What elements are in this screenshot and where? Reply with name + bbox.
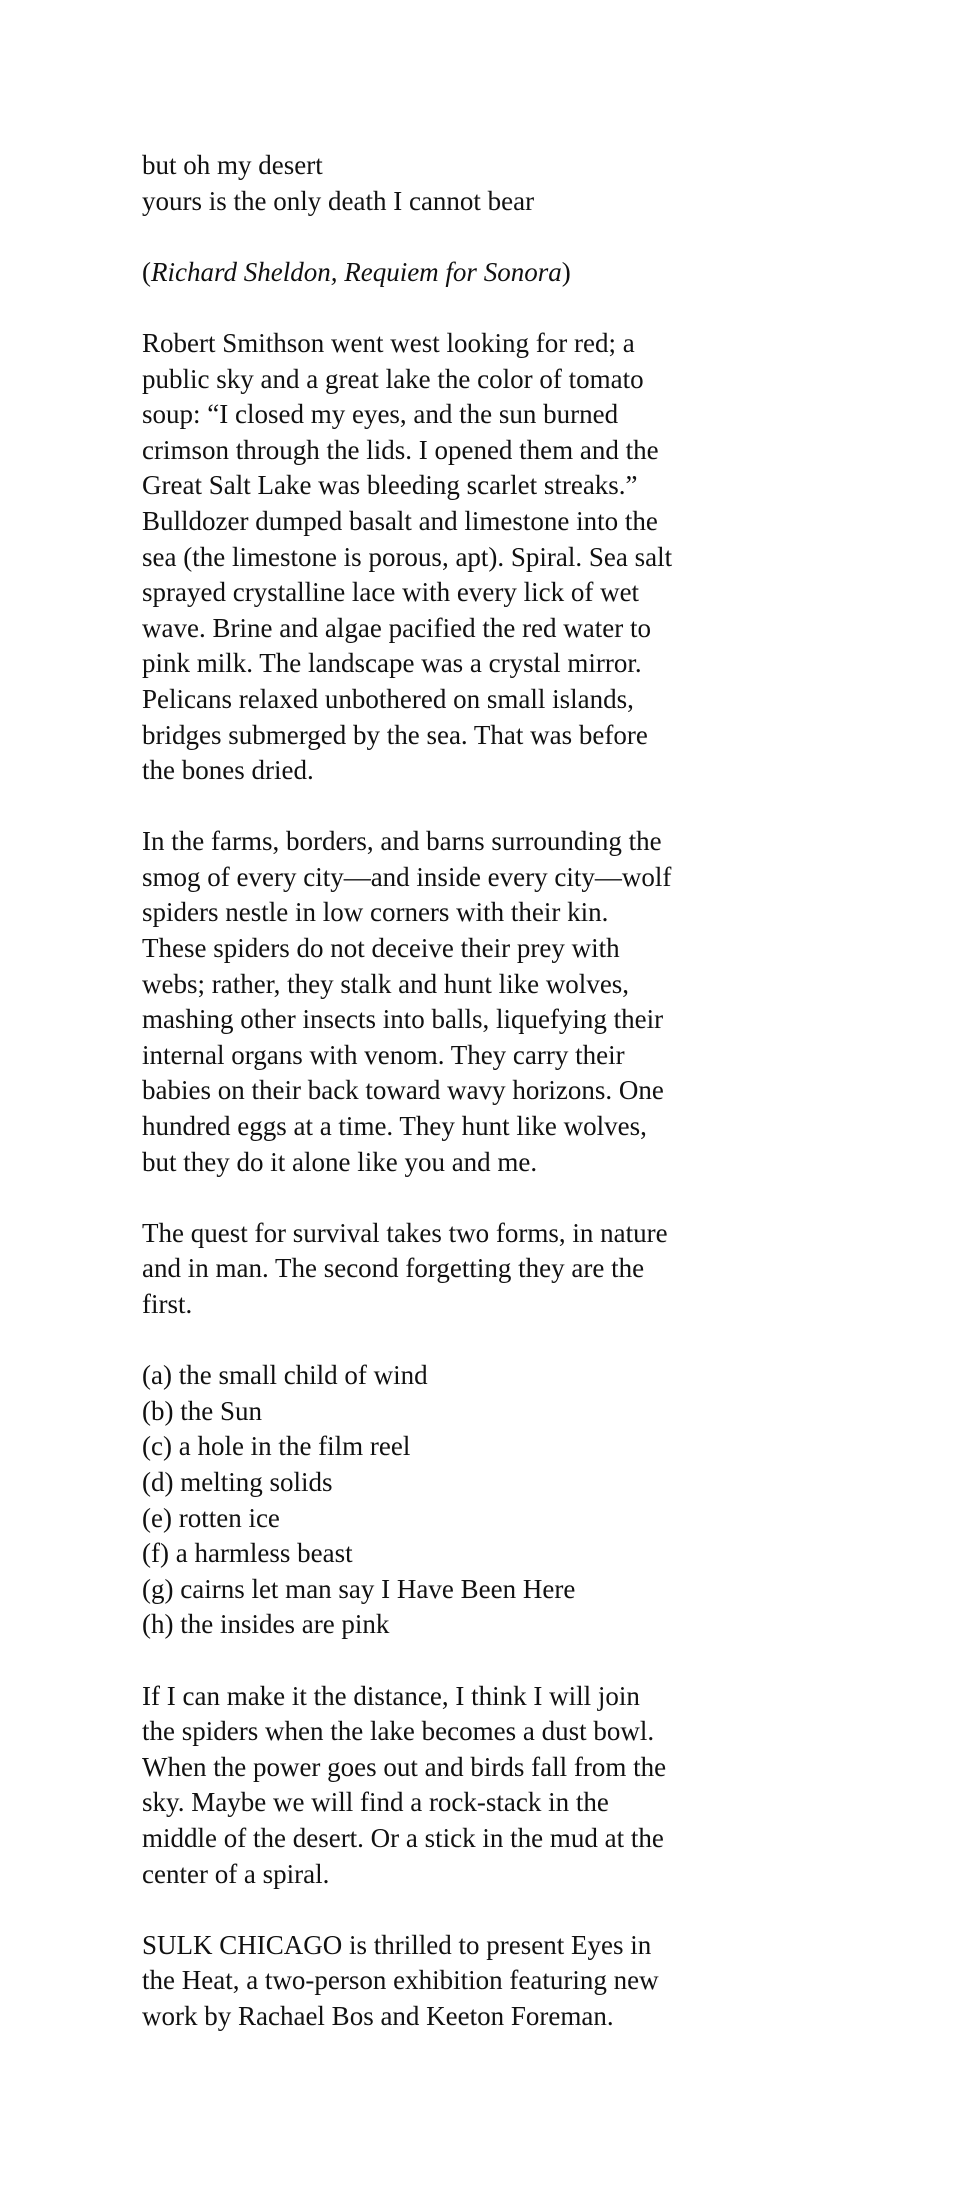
paragraph-line: These spiders do not deceive their prey with (142, 933, 620, 964)
epigraph-line: yours is the only death I cannot bear (142, 185, 535, 216)
paragraph-line: The quest for survival takes two forms, in nature (142, 1217, 668, 1248)
paragraph-line: hundred eggs at a time. They hunt like wolves, (142, 1111, 647, 1142)
list-item: (c) a hole in the film reel (142, 1431, 411, 1462)
epigraph (142, 148, 782, 219)
paragraph-line: soup: “I closed my eyes, and the sun burned (142, 399, 619, 430)
paragraph-line: sea (the limestone is porous, apt). Spiral. Sea salt (142, 541, 673, 572)
paragraph-line: center of a spiral. (142, 1858, 330, 1889)
lettered-list (142, 1358, 782, 1643)
document-page (142, 148, 782, 2070)
paragraph-survival (142, 1216, 782, 1323)
paragraph-wolf-spiders (142, 824, 782, 1180)
paragraph-line: spiders nestle in low corners with their kin. (142, 897, 609, 928)
announcement-line: SULK CHICAGO is thrilled to present Eyes in (142, 1929, 652, 1960)
paragraph-line: the bones dried. (142, 755, 314, 786)
list-item: (b) the Sun (142, 1395, 262, 1426)
list-item: (d) melting solids (142, 1466, 333, 1497)
announcement-line: work by Rachael Bos and Keeton Foreman. (142, 2000, 614, 2031)
list-item: (g) cairns let man say I Have Been Here (142, 1573, 576, 1604)
paragraph-line: Robert Smithson went west looking for red; a (142, 327, 635, 358)
paragraph-line: smog of every city—and inside every city—wolf (142, 861, 672, 892)
list-item: (e) rotten ice (142, 1502, 280, 1533)
paragraph-line: mashing other insects into balls, liquefying their (142, 1004, 664, 1035)
citation-line (142, 255, 782, 291)
paragraph-line: webs; rather, they stalk and hunt like wolves, (142, 968, 630, 999)
citation-open-paren: ( (142, 256, 151, 287)
citation (142, 255, 782, 291)
paragraph-line: internal organs with venom. They carry their (142, 1039, 625, 1070)
list-item: (a) the small child of wind (142, 1360, 428, 1391)
paragraph-line: middle of the desert. Or a stick in the mud at the (142, 1822, 664, 1853)
epigraph-line: but oh my desert (142, 150, 323, 180)
paragraph-line: and in man. The second forgetting they are the (142, 1253, 645, 1284)
paragraph-line: Great Salt Lake was bleeding scarlet streaks.” (142, 470, 638, 501)
paragraph-line: first. (142, 1289, 193, 1319)
paragraph-line: sky. Maybe we will find a rock-stack in the (142, 1787, 609, 1818)
paragraph-closing (142, 1679, 782, 1893)
paragraph-line: When the power goes out and birds fall from the (142, 1751, 667, 1782)
paragraph-line: the spiders when the lake becomes a dust bowl. (142, 1716, 655, 1747)
list-item: (f) a harmless beast (142, 1538, 353, 1569)
paragraph-line: public sky and a great lake the color of tomato (142, 363, 644, 394)
citation-text: Richard Sheldon, Requiem for Sonora (151, 256, 562, 287)
exhibition-announcement (142, 1928, 782, 2035)
paragraph-line: pink milk. The landscape was a crystal mirror. (142, 648, 642, 679)
paragraph-line: In the farms, borders, and barns surrounding the (142, 826, 662, 857)
citation-close-paren: ) (561, 256, 571, 287)
paragraph-smithson (142, 326, 782, 789)
paragraph-line: Bulldozer dumped basalt and limestone into the (142, 505, 658, 536)
paragraph-line: sprayed crystalline lace with every lick of wet (142, 577, 640, 608)
paragraph-line: babies on their back toward wavy horizons. One (142, 1075, 664, 1106)
announcement-line: the Heat, a two-person exhibition featuring new (142, 1965, 659, 1996)
paragraph-line: wave. Brine and algae pacified the red water to (142, 612, 652, 643)
paragraph-line: but they do it alone like you and me. (142, 1146, 538, 1177)
paragraph-line: If I can make it the distance, I think I will join (142, 1680, 640, 1711)
list-item: (h) the insides are pink (142, 1609, 390, 1640)
paragraph-line: bridges submerged by the sea. That was before (142, 719, 648, 750)
paragraph-line: crimson through the lids. I opened them and the (142, 434, 659, 465)
paragraph-line: Pelicans relaxed unbothered on small islands, (142, 683, 634, 714)
